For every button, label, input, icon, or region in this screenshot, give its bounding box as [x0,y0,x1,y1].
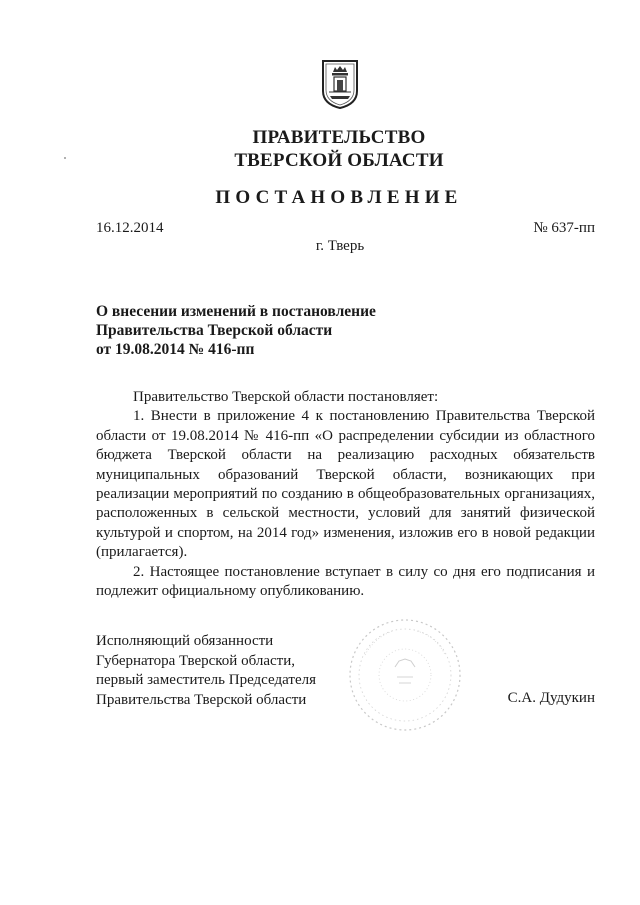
document-city-label: г. Тверь [315,238,365,254]
coat-of-arms-icon [320,58,360,110]
signatory-line3: первый заместитель Председателя [96,672,316,689]
document-number: № 637-пп [533,220,595,236]
body-item-1: 1. Внести в приложение 4 к постановлению Правительства Тверской области от 19.08.2014 № 416-пп «О распределении субсидии из областного бюджета Тверской области на реализацию расходных обязательств муниципальных образований Тверской области, возникающих при реализации мероприятий по созданию в общеобразовательных организациях, расположенных в сельской местности, условий для занятий физической культурой и спортом, на 2014 год» изменения, изложив его в новой редакции (прилагается). [96,408,595,561]
body-item-2: 2. Настоящее постановление вступает в силу со дня его подписания и подлежит официальному опубликованию. [96,563,595,600]
document-type-label: ПОСТАНОВЛЕНИЕ [215,187,463,208]
signer-name: С.А. Дудукин [507,690,595,706]
signatory-line1: Исполняющий обязанности [96,633,274,649]
signatory-block [96,632,316,710]
document-body [96,388,595,601]
official-seal-stamp [345,615,465,735]
signatory-line4: Правительства Тверской области [96,691,307,708]
government-title [0,126,640,172]
government-title-line2: ТВЕРСКОЙ ОБЛАСТИ [234,150,444,171]
scan-speck [64,157,66,159]
document-city [0,238,640,255]
subject-line3: от 19.08.2014 № 416-пп [96,341,255,358]
document-date: 16.12.2014 [96,220,164,236]
document-type-heading [0,187,640,209]
subject-line2: Правительства Тверской области [96,322,333,339]
body-intro: Правительство Тверской области постановляет: [133,389,439,405]
document-subject [96,302,376,359]
government-title-line1: ПРАВИТЕЛЬСТВО [252,127,426,148]
signatory-line2: Губернатора Тверской области, [96,652,295,669]
subject-line1: О внесении изменений в постановление [96,303,376,320]
